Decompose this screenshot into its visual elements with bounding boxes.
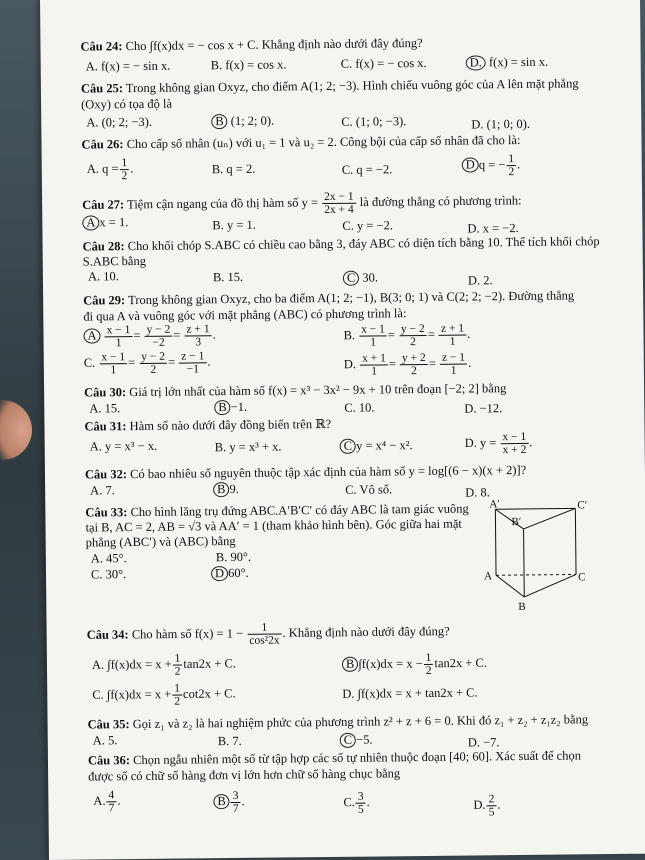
question-29: Câu 29: Trong không gian Oxyz, cho ba điểm A(1; 2; −1), B(3; 0; 1) và C(2; 2; −2). Đường thẳng xyxy=(83,288,575,308)
option-c: C. 30°. xyxy=(90,567,127,582)
exam-paper xyxy=(40,0,645,860)
option-b: B. 15. xyxy=(212,269,244,285)
question-label: Câu 24: xyxy=(80,39,123,54)
option-a: A. (0; 2; −3). xyxy=(86,114,153,130)
question-31: Câu 31: Hàm số nào dưới đây đồng biến trên ℝ? xyxy=(84,416,332,434)
vertex-label: A′ xyxy=(489,498,500,511)
question-33: Câu 33: Cho hình lăng trụ đứng ABC.A′B′C′ có đáy ABC là tam giác vuông xyxy=(85,501,469,520)
prism-figure xyxy=(485,498,596,614)
option-c: C. f(x) = − cos x. xyxy=(340,55,427,71)
option-a: A. 5. xyxy=(92,733,118,748)
question-26: Câu 26: Cho cấp số nhân (uₙ) với u₁ = 1 và u₂ = 2. Công bội của cấp số nhân đã cho là: xyxy=(81,132,521,152)
vertex-label: C xyxy=(578,571,586,584)
option-a: A $\frac{x - 1}{1}$ = $\frac{y - 2}{-2}$ = $\frac{z + 1}{3}$ . xyxy=(83,323,216,349)
question-text: đi qua A và vuông góc với mặt phẳng (ABC) có phương trình là: xyxy=(83,306,407,324)
option-c: C. Vô số. xyxy=(345,482,393,497)
vertex-label: B xyxy=(518,600,526,614)
option-a: A. 10. xyxy=(87,269,119,284)
vertex-label: C′ xyxy=(577,499,588,512)
option-b: B. y = 1. xyxy=(212,217,256,233)
question-text: (Oxy) có tọa độ là xyxy=(81,96,173,112)
option-a: A x = 1. xyxy=(82,215,128,230)
question-36: Câu 36: Chọn ngẫu nhiên một số từ tập hợp các số tự nhiên thuộc đoạn [40; 60]. Xác suất để chọn xyxy=(87,748,582,768)
option-d: D. −7. xyxy=(467,735,500,750)
question-24 xyxy=(80,36,422,55)
option-b: B $\frac{3}{7}$ . xyxy=(213,790,244,815)
option-b: B 9. xyxy=(213,482,239,497)
option-b: B. $\frac{x - 1}{1}$ = $\frac{y - 2}{2}$ = $\frac{z + 1}{1}$ . xyxy=(343,322,471,349)
option-d: D q = − $\frac{1}{2}$ . xyxy=(462,153,521,179)
question-text: tại B, AC = 2, AB = √3 và AA′ = 1 (tham khảo hình bên). Góc giữa hai mặt xyxy=(85,516,462,535)
option-c: C −5. xyxy=(340,733,373,748)
option-b: B. f(x) = cos x. xyxy=(210,57,287,73)
question-text: S.ABC bằng xyxy=(82,253,147,269)
option-b: B. 90°. xyxy=(215,549,252,565)
question-text: được số có chữ số hàng đơn vị lớn hơn chữ số hàng chục bằng xyxy=(88,766,401,784)
option-a: A. ∫f(x)dx = x + $\frac{1}{2}$ tan2x + C. xyxy=(91,652,236,678)
option-b: B (1; 2; 0). xyxy=(211,114,274,130)
vertex-label: A xyxy=(483,570,493,583)
option-d: D. $\frac{2}{5}$ . xyxy=(473,793,501,819)
option-a: A. $\frac{4}{7}$ . xyxy=(93,789,121,815)
option-c: C. $\frac{3}{5}$ . xyxy=(343,790,370,816)
option-a: A. 45°. xyxy=(90,551,127,566)
option-c: C 30. xyxy=(343,270,378,285)
option-d: D. −12. xyxy=(464,401,503,416)
option-a: A. y = x³ − x. xyxy=(89,438,158,454)
option-d: D. 8. xyxy=(465,485,490,500)
question-35: Câu 35: Gọi z₁ và z₂ là hai nghiệm phức của phương trình z² + z + 6 = 0. Khi đó z₁ + z₂ + z₁z₂ bằng xyxy=(87,712,589,732)
option-b: B. q = 2. xyxy=(211,161,256,177)
option-c: C. 10. xyxy=(344,400,375,415)
option-c: C. $\frac{x - 1}{1}$ = $\frac{y - 2}{2}$ = $\frac{z - 1}{-1}$ . xyxy=(83,350,211,377)
option-c: C. y = −2. xyxy=(342,218,394,233)
question-text: phẳng (ABC′) và (ABC) bằng xyxy=(85,533,236,550)
option-b: B ∫f(x)dx = x − $\frac{1}{2}$ tan2x + C. xyxy=(342,651,487,678)
option-d: D. y = $\frac{x - 1}{x + 2}$ . xyxy=(464,430,533,457)
option-a: A. 15. xyxy=(89,401,121,416)
vertex-label: B′ xyxy=(511,515,522,529)
option-b: B −1. xyxy=(214,400,247,415)
option-d: D. 2. xyxy=(467,273,493,288)
question-34: Câu 34: Cho hàm số f(x) = 1 − $\frac{1}{\text{cos²2x}}$ . Khẳng định nào dưới đây đúng? xyxy=(86,621,450,647)
option-c: C. (1; 0; −3). xyxy=(341,114,407,129)
option-d: D. f(x) = sin x. xyxy=(466,55,549,71)
option-c: C. q = −2. xyxy=(341,162,393,177)
option-a: A. f(x) = − sin x. xyxy=(85,58,171,74)
question-27: Câu 27: Tiệm cận ngang của đồ thị hàm số y = $\frac{2x - 1}{2x + 4}$ là đường thẳng có phương trình: xyxy=(82,190,522,217)
option-b: B. y = x³ + x. xyxy=(214,439,282,455)
option-d: D. (1; 0; 0). xyxy=(471,116,531,132)
option-a: A. 7. xyxy=(90,483,115,498)
question-30: Câu 30: Giá trị lớn nhất của hàm số f(x) = x³ − 3x² − 9x + 10 trên đoạn [−2; 2] bằng xyxy=(84,381,507,400)
option-d: D. $\frac{x + 1}{1}$ = $\frac{y + 2}{2}$ = $\frac{z - 1}{1}$ . xyxy=(343,351,472,378)
question-25: Câu 25: Trong không gian Oxyz, cho điểm A(1; 2; −3). Hình chiếu vuông góc của A lên mặt phẳng xyxy=(80,76,579,96)
option-d: D. x = −2. xyxy=(467,221,519,236)
option-d: D. ∫f(x)dx = x + tan2x + C. xyxy=(342,685,478,701)
question-text: Cho ∫f(x)dx = − cos x + C. Khẳng định nào dưới đây đúng? xyxy=(125,35,423,54)
option-d: D 60°. xyxy=(211,566,249,581)
question-28: Câu 28: Cho khối chóp S.ABC có chiều cao bằng 3, đáy ABC có diện tích bằng 10. Thể tích khối chóp xyxy=(82,234,600,254)
option-c: C y = x⁴ − x². xyxy=(340,438,413,454)
question-32: Câu 32: Có bao nhiêu số nguyên thuộc tập xác định của hàm số y = log[(6 − x)(x + 2)]? xyxy=(84,462,527,482)
option-b: B. 7. xyxy=(217,733,242,749)
option-c: C. ∫f(x)dx = x + $\frac{1}{2}$ cot2x + C. xyxy=(92,682,236,708)
option-a: A. q = $\frac{1}{2}$ . xyxy=(86,157,134,183)
